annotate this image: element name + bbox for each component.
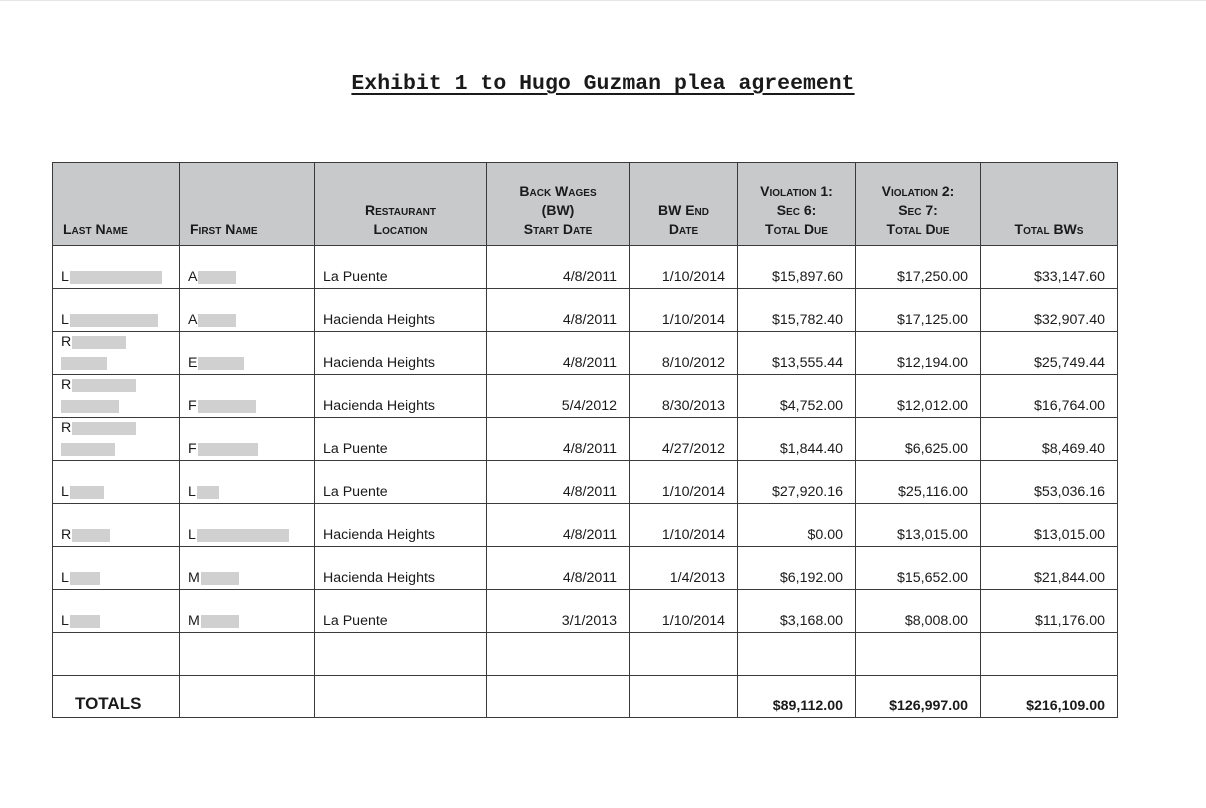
first-name-initial: M bbox=[188, 570, 200, 586]
first-name-initial: A bbox=[188, 312, 198, 328]
cell-last-name bbox=[53, 375, 180, 418]
table-header-row bbox=[53, 163, 1118, 246]
cell-location: Hacienda Heights bbox=[315, 332, 487, 375]
first-name-initial: L bbox=[188, 484, 196, 500]
cell-violation-1: $15,897.60 bbox=[738, 246, 856, 289]
cell-violation-2: $15,652.00 bbox=[856, 547, 981, 590]
totals-violation-2: $126,997.00 bbox=[856, 676, 981, 718]
redaction-bar bbox=[198, 443, 258, 456]
cell-start-date: 3/1/2013 bbox=[487, 590, 630, 633]
cell-violation-2: $17,250.00 bbox=[856, 246, 981, 289]
redaction-bar bbox=[61, 400, 119, 413]
redaction-bar bbox=[70, 486, 104, 499]
first-name-initial: L bbox=[188, 527, 196, 543]
cell-location: Hacienda Heights bbox=[315, 547, 487, 590]
redaction-bar bbox=[198, 400, 256, 413]
table-row bbox=[53, 289, 1118, 332]
cell-violation-2: $6,625.00 bbox=[856, 418, 981, 461]
cell-start-date: 5/4/2012 bbox=[487, 375, 630, 418]
cell-end-date: 4/27/2012 bbox=[630, 418, 738, 461]
cell-last-name bbox=[53, 547, 180, 590]
empty-row bbox=[53, 633, 1118, 676]
cell-total: $11,176.00 bbox=[981, 590, 1118, 633]
cell-violation-2: $12,194.00 bbox=[856, 332, 981, 375]
cell-total: $13,015.00 bbox=[981, 504, 1118, 547]
first-name-initial: F bbox=[188, 398, 197, 414]
redaction-bar bbox=[61, 357, 107, 370]
cell-violation-1: $27,920.16 bbox=[738, 461, 856, 504]
cell-location: La Puente bbox=[315, 461, 487, 504]
cell-total: $21,844.00 bbox=[981, 547, 1118, 590]
redaction-bar bbox=[198, 357, 244, 370]
cell-violation-2: $12,012.00 bbox=[856, 375, 981, 418]
last-name-initial: L bbox=[61, 269, 69, 285]
cell-end-date: 1/4/2013 bbox=[630, 547, 738, 590]
header-violation-1: Violation 1: Sec 6: Total Due bbox=[738, 163, 856, 246]
table-row bbox=[53, 375, 1118, 418]
header-bw-start-date: Back Wages (BW) Start Date bbox=[487, 163, 630, 246]
cell-first-name bbox=[180, 246, 315, 289]
cell-violation-1: $13,555.44 bbox=[738, 332, 856, 375]
cell-total: $53,036.16 bbox=[981, 461, 1118, 504]
cell-first-name bbox=[180, 547, 315, 590]
redaction-bar bbox=[70, 271, 162, 284]
cell-location: Hacienda Heights bbox=[315, 375, 487, 418]
cell-total: $8,469.40 bbox=[981, 418, 1118, 461]
cell-start-date: 4/8/2011 bbox=[487, 461, 630, 504]
cell-first-name bbox=[180, 418, 315, 461]
cell-location: Hacienda Heights bbox=[315, 289, 487, 332]
cell-last-name bbox=[53, 332, 180, 375]
cell-first-name bbox=[180, 461, 315, 504]
last-name-initial: R bbox=[61, 527, 72, 543]
cell-last-name bbox=[53, 504, 180, 547]
table-row bbox=[53, 504, 1118, 547]
cell-end-date: 1/10/2014 bbox=[630, 504, 738, 547]
redaction-bar bbox=[197, 529, 289, 542]
redaction-bar bbox=[61, 443, 115, 456]
back-wages-table bbox=[52, 162, 1118, 718]
last-name-initial: L bbox=[61, 312, 69, 328]
cell-first-name bbox=[180, 590, 315, 633]
cell-violation-1: $15,782.40 bbox=[738, 289, 856, 332]
cell-start-date: 4/8/2011 bbox=[487, 547, 630, 590]
cell-start-date: 4/8/2011 bbox=[487, 418, 630, 461]
cell-violation-1: $1,844.40 bbox=[738, 418, 856, 461]
cell-start-date: 4/8/2011 bbox=[487, 504, 630, 547]
cell-first-name bbox=[180, 332, 315, 375]
cell-start-date: 4/8/2011 bbox=[487, 289, 630, 332]
totals-label: TOTALS bbox=[53, 676, 180, 718]
cell-total: $32,907.40 bbox=[981, 289, 1118, 332]
cell-violation-1: $3,168.00 bbox=[738, 590, 856, 633]
cell-first-name bbox=[180, 504, 315, 547]
table-row bbox=[53, 332, 1118, 375]
redaction-bar bbox=[72, 422, 136, 435]
header-restaurant-location: Restaurant Location bbox=[315, 163, 487, 246]
document-title-text: Exhibit 1 to Hugo Guzman plea agreement bbox=[351, 72, 855, 96]
cell-end-date: 1/10/2014 bbox=[630, 289, 738, 332]
cell-end-date: 1/10/2014 bbox=[630, 461, 738, 504]
cell-location: La Puente bbox=[315, 418, 487, 461]
redaction-bar bbox=[197, 486, 219, 499]
table-row bbox=[53, 418, 1118, 461]
first-name-initial: A bbox=[188, 269, 198, 285]
cell-last-name bbox=[53, 246, 180, 289]
totals-row bbox=[53, 676, 1118, 718]
cell-end-date: 1/10/2014 bbox=[630, 590, 738, 633]
cell-violation-1: $0.00 bbox=[738, 504, 856, 547]
page-top-edge bbox=[0, 0, 1206, 1]
cell-violation-2: $25,116.00 bbox=[856, 461, 981, 504]
cell-location: La Puente bbox=[315, 590, 487, 633]
redaction-bar bbox=[70, 572, 100, 585]
cell-violation-2: $8,008.00 bbox=[856, 590, 981, 633]
cell-start-date: 4/8/2011 bbox=[487, 246, 630, 289]
redaction-bar bbox=[72, 529, 110, 542]
cell-first-name bbox=[180, 375, 315, 418]
redaction-bar bbox=[201, 615, 239, 628]
redaction-bar bbox=[70, 615, 100, 628]
table-row bbox=[53, 547, 1118, 590]
header-last-name: Last Name bbox=[53, 163, 180, 246]
cell-first-name bbox=[180, 289, 315, 332]
cell-violation-2: $17,125.00 bbox=[856, 289, 981, 332]
redaction-bar bbox=[201, 572, 239, 585]
last-name-initial: L bbox=[61, 484, 69, 500]
redaction-bar bbox=[72, 336, 126, 349]
cell-last-name bbox=[53, 418, 180, 461]
totals-total: $216,109.00 bbox=[981, 676, 1118, 718]
last-name-initial: L bbox=[61, 613, 69, 629]
table-row bbox=[53, 246, 1118, 289]
cell-total: $16,764.00 bbox=[981, 375, 1118, 418]
document-title bbox=[0, 72, 1206, 96]
header-bw-end-date: BW End Date bbox=[630, 163, 738, 246]
cell-last-name bbox=[53, 590, 180, 633]
first-name-initial: E bbox=[188, 355, 198, 371]
cell-violation-1: $4,752.00 bbox=[738, 375, 856, 418]
last-name-initial: R bbox=[61, 334, 72, 351]
cell-end-date: 8/30/2013 bbox=[630, 375, 738, 418]
cell-total: $25,749.44 bbox=[981, 332, 1118, 375]
cell-last-name bbox=[53, 289, 180, 332]
cell-location: Hacienda Heights bbox=[315, 504, 487, 547]
cell-total: $33,147.60 bbox=[981, 246, 1118, 289]
header-violation-2: Violation 2: Sec 7: Total Due bbox=[856, 163, 981, 246]
redaction-bar bbox=[70, 314, 158, 327]
table-row bbox=[53, 590, 1118, 633]
header-first-name: First Name bbox=[180, 163, 315, 246]
last-name-initial: R bbox=[61, 420, 72, 437]
cell-end-date: 1/10/2014 bbox=[630, 246, 738, 289]
table-row bbox=[53, 461, 1118, 504]
redaction-bar bbox=[198, 314, 236, 327]
last-name-initial: L bbox=[61, 570, 69, 586]
first-name-initial: M bbox=[188, 613, 200, 629]
header-total-bws: Total BWs bbox=[981, 163, 1118, 246]
cell-violation-2: $13,015.00 bbox=[856, 504, 981, 547]
cell-last-name bbox=[53, 461, 180, 504]
cell-violation-1: $6,192.00 bbox=[738, 547, 856, 590]
totals-violation-1: $89,112.00 bbox=[738, 676, 856, 718]
cell-location: La Puente bbox=[315, 246, 487, 289]
redaction-bar bbox=[72, 379, 136, 392]
last-name-initial: R bbox=[61, 377, 72, 394]
cell-end-date: 8/10/2012 bbox=[630, 332, 738, 375]
first-name-initial: F bbox=[188, 441, 197, 457]
cell-start-date: 4/8/2011 bbox=[487, 332, 630, 375]
redaction-bar bbox=[198, 271, 236, 284]
